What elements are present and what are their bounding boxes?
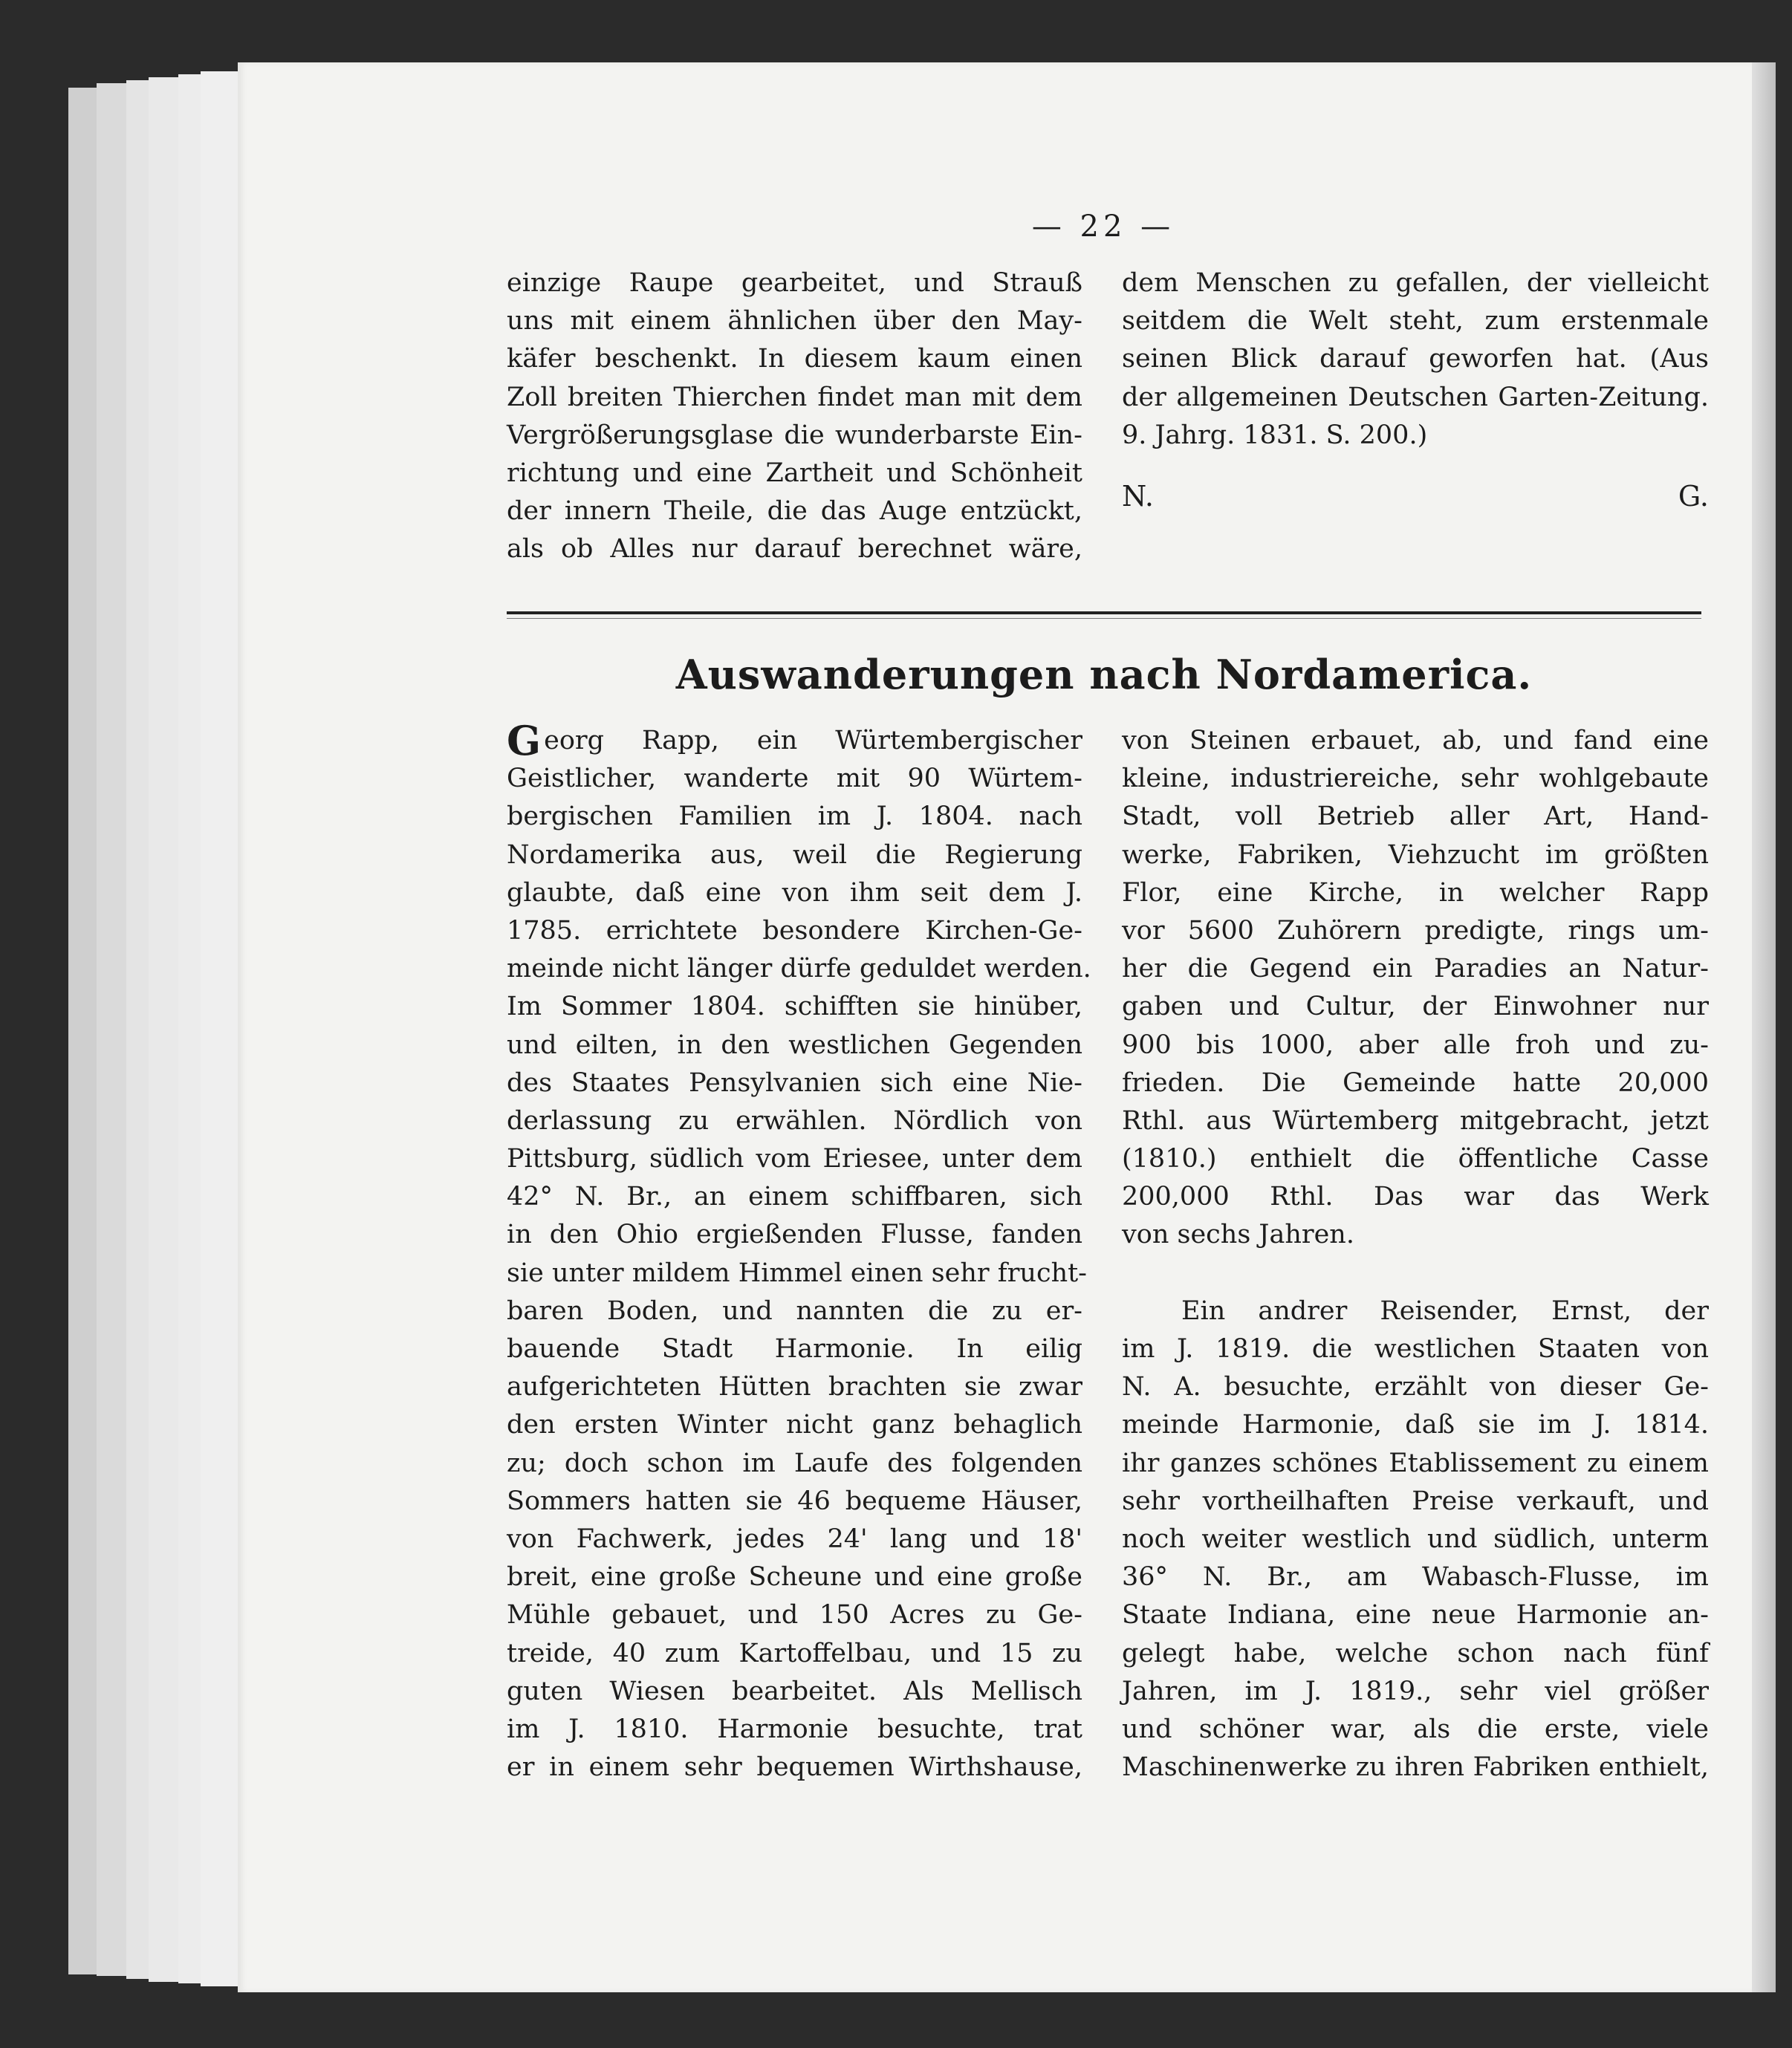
text-line: des Staates Pensylvanien sich eine Nie- [507,1067,1082,1098]
text-line: guten Wiesen bearbeitet. Als Mellisch [507,1676,1082,1706]
signature-initial-right: G. [1678,480,1709,513]
text-line: bergischen Familien im J. 1804. nach [507,802,1082,832]
text-line: Vergrößerungsglase die wunderbarste Ein- [507,420,1082,450]
text-line: Im Sommer 1804. schifften sie hinüber, [507,992,1082,1022]
text-line: Nordamerika aus, weil die Regierung [507,839,1082,870]
text-line: zu; doch schon im Laufe des folgenden [507,1448,1082,1478]
text-line: meinde Harmonie, daß sie im J. 1814. [1122,1410,1709,1440]
text-line: er in einem sehr bequemen Wirthshause, [507,1752,1082,1783]
text-line: 200,000 Rthl. Das war das Werk [1122,1182,1709,1212]
page-edge [149,77,180,1982]
page-edge [126,80,150,1979]
text-line: Sommers hatten sie 46 bequeme Häuser, [507,1486,1082,1516]
text-line: frieden. Die Gemeinde hatte 20,000 [1122,1067,1709,1098]
section-divider-thin [507,618,1701,619]
text-line: 36° N. Br., am Wabasch-Flusse, im [1122,1562,1709,1593]
text-line: (1810.) enthielt die öffentliche Casse [1122,1144,1709,1174]
text-line: dem Menschen zu gefallen, der vielleicht [1122,268,1709,298]
text-line: breit, eine große Scheune und eine große [507,1562,1082,1593]
text-line: N. A. besuchte, erzählt von dieser Ge- [1122,1372,1709,1402]
paragraph-gap [1122,1255,1709,1293]
text-line: Staate Indiana, eine neue Harmonie an- [1122,1600,1709,1631]
text-line: bauende Stadt Harmonie. In eilig [507,1334,1082,1364]
text-line: Zoll breiten Thierchen findet man mit dem [507,382,1082,412]
text-line: in den Ohio ergießenden Flusse, fanden [507,1220,1082,1250]
text-line: sehr vortheilhaften Preise verkauft, und [1122,1486,1709,1516]
text-line: Stadt, voll Betrieb aller Art, Hand- [1122,802,1709,832]
text-line: käfer beschenkt. In diesem kaum einen [507,344,1082,374]
signature-initial-left: N. [1122,480,1154,513]
text-line: aufgerichteten Hütten brachten sie zwar [507,1372,1082,1402]
text-line: und eilten, in den westlichen Gegenden [507,1030,1082,1060]
article-left-column [507,717,1091,1787]
text-line: als ob Alles nur darauf berechnet wäre, [507,534,1082,565]
text-line: im J. 1819. die westlichen Staaten von [1122,1334,1709,1364]
page-edge [201,71,239,1986]
text-line: der allgemeinen Deutschen Garten-Zeitung. [1122,382,1709,412]
text-line: 9. Jahrg. 1831. S. 200.) [1122,420,1428,450]
text-line: gaben und Cultur, der Einwohner nur [1122,992,1709,1022]
section-divider [507,611,1701,614]
text-line: Rthl. aus Würtemberg mitgebracht, jetzt [1122,1105,1709,1136]
text-line: Jahren, im J. 1819., sehr viel größer [1122,1676,1709,1706]
text-line: Pittsburg, südlich vom Eriesee, unter dem [507,1144,1082,1174]
page-edge [178,74,202,1983]
text-line: noch weiter westlich und südlich, unterm [1122,1524,1709,1554]
text-line: Ein andrer Reisender, Ernst, der [1181,1296,1709,1326]
text-line: kleine, industriereiche, sehr wohlgebaute [1122,764,1709,794]
text-line: uns mit einem ähnlichen über den May- [507,306,1082,337]
drop-cap: G [507,717,542,764]
text-line: seitdem die Welt steht, zum erstenmale [1122,306,1709,337]
text-line: 900 bis 1000, aber alle froh und zu- [1122,1030,1709,1060]
text-line: Mühle gebauet, und 150 Acres zu Ge- [507,1600,1082,1631]
text-line: meinde nicht länger dürfe geduldet werden. [507,954,1091,984]
text-line: Flor, eine Kirche, in welcher Rapp [1122,877,1709,908]
text-line: sie unter mildem Himmel einen sehr frucht- [507,1258,1088,1288]
text-line: seinen Blick darauf geworfen hat. (Aus [1122,344,1709,374]
text-line: her die Gegend ein Paradies an Natur- [1122,954,1709,984]
text-line: 1785. errichtete besondere Kirchen-Ge- [507,915,1082,946]
text-line: der innern Theile, die das Auge entzückt, [507,496,1082,527]
text-line: 42° N. Br., an einem schiffbaren, sich [507,1182,1082,1212]
text-line: vor 5600 Zuhörern predigte, rings um- [1122,915,1709,946]
article-right-column [1122,722,1709,1787]
text-line: von Steinen erbauet, ab, und fand eine [1122,726,1709,755]
text-line: Geistlicher, wanderte mit 90 Würtem- [507,764,1082,794]
text-line: Maschinenwerke zu ihren Fabriken enthielt, [1122,1752,1709,1783]
text-line: ihr ganzes schönes Etablissement zu einem [1122,1448,1709,1478]
text-line: derlassung zu erwählen. Nördlich von [507,1105,1082,1136]
article-heading: Auswanderungen nach Nordamerica. [675,651,1533,698]
text-line: von Fachwerk, jedes 24' lang und 18' [507,1524,1082,1554]
top-left-column [507,264,1082,569]
page-edge [97,83,128,1976]
page-number: — 22 — [1031,209,1175,244]
text-line: glaubte, daß eine von ihm seit dem J. [507,877,1082,908]
text-line: von sechs Jahren. [1122,1220,1354,1250]
top-right-column [1122,264,1709,455]
text-line: treide, 40 zum Kartoffelbau, und 15 zu [507,1638,1082,1668]
author-signature [1122,480,1709,513]
text-line: im J. 1810. Harmonie besuchte, trat [507,1714,1082,1744]
text-line: einzige Raupe gearbeitet, und Strauß [507,268,1082,298]
text-line: gelegt habe, welche schon nach fünf [1122,1638,1709,1668]
text-line: werke, Fabriken, Viehzucht im größten [1122,839,1709,870]
page-edge [68,88,100,1974]
text-line: den ersten Winter nicht ganz behaglich [507,1410,1082,1440]
text-line: Georg Rapp, ein Würtembergischer [507,717,1082,764]
page-edge-right [1750,62,1776,1992]
text-line: und schöner war, als die erste, viele [1122,1714,1709,1744]
text-line: baren Boden, und nannten die zu er- [507,1296,1082,1326]
text-line: richtung und eine Zartheit und Schönheit [507,458,1082,488]
